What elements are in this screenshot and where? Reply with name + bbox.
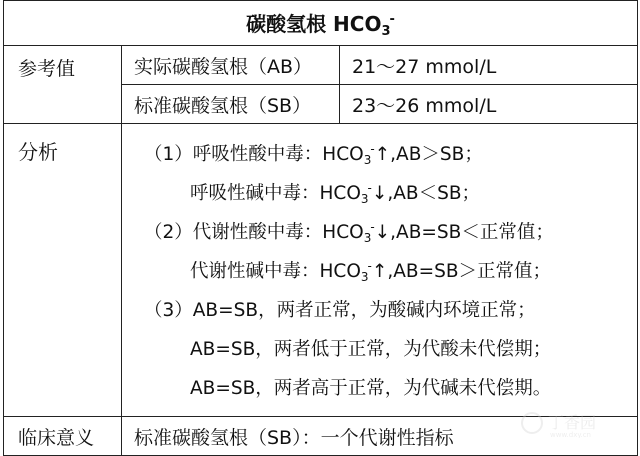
analysis-line bbox=[122, 169, 637, 208]
analysis-line bbox=[122, 208, 637, 247]
title-superscript: - bbox=[389, 11, 395, 27]
analysis-line bbox=[122, 364, 637, 403]
analysis-line-text: 代谢性酸中毒：HCO bbox=[192, 222, 364, 243]
sb-label: 标准碳酸氢根（SB） bbox=[122, 85, 340, 124]
analysis-line-superscript: - bbox=[370, 220, 375, 234]
clinical-label: 临床意义 bbox=[4, 417, 122, 456]
analysis-line-text: AB=SB，两者高于正常，为代碱未代偿期。 bbox=[190, 378, 552, 399]
table-title bbox=[4, 1, 638, 46]
analysis-line-suffix: ↑,AB=SB＞正常值； bbox=[371, 261, 552, 282]
ab-value: 21～27 mmol/L bbox=[340, 46, 638, 85]
watermark-logo-text: 丁香园 bbox=[548, 413, 597, 432]
analysis-line-prefix: （3） bbox=[144, 300, 193, 321]
analysis-lines bbox=[122, 130, 637, 403]
analysis-line-superscript: - bbox=[370, 142, 375, 156]
analysis-line-text: AB=SB，两者低于正常，为代酸未代偿期； bbox=[190, 339, 552, 360]
analysis-line-prefix: （2） bbox=[144, 222, 193, 243]
analysis-line-text: 呼吸性碱中毒：HCO bbox=[190, 183, 361, 204]
clinical-text: 标准碳酸氢根（SB）：一个代谢性指标 bbox=[122, 417, 638, 456]
analysis-line-text: 呼吸性酸中毒：HCO bbox=[192, 144, 364, 165]
analysis-line-subscript: 3 bbox=[363, 231, 372, 245]
analysis-line-subscript: 3 bbox=[360, 192, 369, 206]
hco3-table bbox=[3, 0, 638, 456]
analysis-line-text: 代谢性碱中毒：HCO bbox=[190, 261, 361, 282]
analysis-line bbox=[122, 325, 637, 364]
dxy-watermark-logo bbox=[520, 410, 630, 438]
analysis-line-superscript: - bbox=[367, 259, 372, 273]
analysis-line-text: AB=SB，两者正常，为酸碱内环境正常； bbox=[192, 300, 536, 321]
reference-label: 参考值 bbox=[4, 46, 122, 124]
analysis-line-superscript: - bbox=[367, 181, 372, 195]
analysis-line-suffix: ↓,AB=SB＜正常值； bbox=[374, 222, 554, 243]
analysis-line bbox=[122, 130, 637, 169]
analysis-content bbox=[122, 124, 638, 417]
title-text: 碳酸氢根 HCO bbox=[246, 11, 382, 36]
analysis-line-prefix: （1） bbox=[144, 144, 193, 165]
analysis-line bbox=[122, 286, 637, 325]
analysis-line bbox=[122, 247, 637, 286]
title-subscript: 3 bbox=[381, 23, 391, 39]
analysis-label: 分析 bbox=[4, 124, 122, 417]
analysis-line-suffix: ↑,AB＞SB； bbox=[374, 144, 483, 165]
sb-value: 23～26 mmol/L bbox=[340, 85, 638, 124]
analysis-line-suffix: ↓,AB＜SB； bbox=[371, 183, 481, 204]
analysis-line-subscript: 3 bbox=[360, 270, 369, 284]
analysis-line-subscript: 3 bbox=[363, 153, 372, 167]
watermark-url: www.dxy.cn bbox=[550, 431, 591, 438]
ab-label: 实际碳酸氢根（AB） bbox=[122, 46, 340, 85]
